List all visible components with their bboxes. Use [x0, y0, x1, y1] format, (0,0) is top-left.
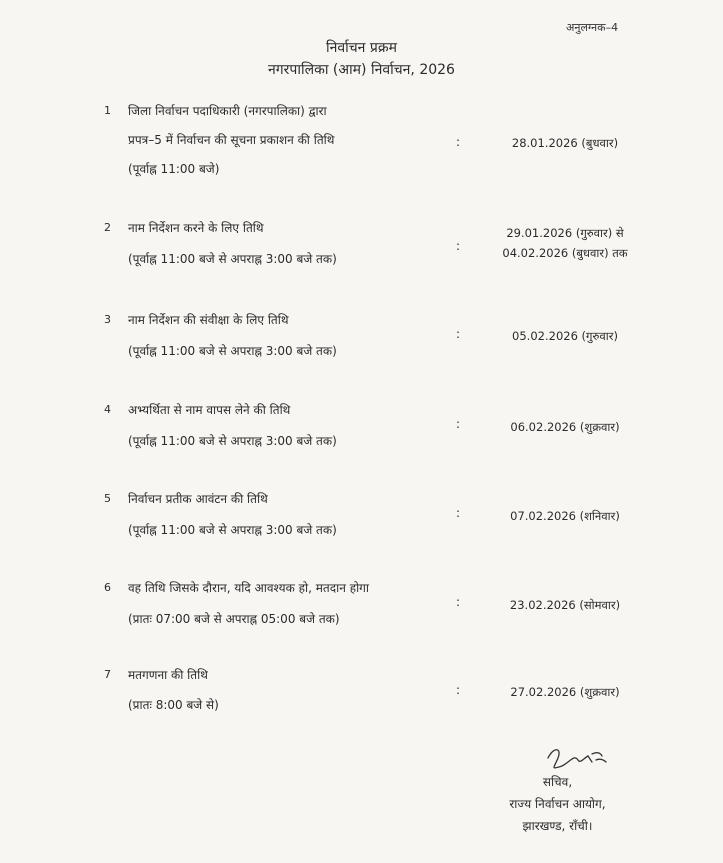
row-colon: :: [456, 417, 461, 431]
row-date-line: 04.02.2026 (बुधवार) तक: [502, 246, 628, 260]
row-text-line: नाम निर्देशन की संवीक्षा के लिए तिथि: [128, 313, 289, 327]
row-number: 3: [104, 313, 111, 326]
row-text-line: अभ्यर्थिता से नाम वापस लेने की तिथि: [128, 403, 291, 417]
row-number: 7: [104, 668, 111, 681]
row-text-line: निर्वाचन प्रतीक आवंटन की तिथि: [128, 492, 268, 506]
title-line-1: निर्वाचन प्रक्रम: [325, 40, 397, 56]
row-date: [490, 595, 640, 615]
row-text-line: प्रपत्र–5 में निर्वाचन की सूचना प्रकाशन की तिथि: [128, 133, 335, 147]
row-date: [490, 133, 640, 153]
row-text-line: मतगणना की तिथि: [128, 668, 208, 682]
row-colon: :: [456, 239, 461, 253]
row-number: 1: [104, 104, 111, 117]
row-text-line: (प्रातः 07:00 बजे से अपराह्न 05:00 बजे तक): [128, 612, 340, 626]
row-text-line: वह तिथि जिसके दौरान, यदि आवश्यक हो, मतदान होगा: [128, 581, 370, 595]
row-text-line: (पूर्वाह्न 11:00 बजे से अपराह्न 3:00 बजे तक): [128, 344, 337, 358]
row-text-line: (पूर्वाह्न 11:00 बजे से अपराह्न 3:00 बजे तक): [128, 252, 337, 266]
signature-place: झारखण्ड, राँची।: [522, 819, 593, 833]
signature-office: राज्य निर्वाचन आयोग,: [509, 797, 606, 811]
row-text-line: (पूर्वाह्न 11:00 बजे से अपराह्न 3:00 बजे तक): [128, 523, 337, 537]
row-text-line: (प्रातः 8:00 बजे से): [128, 698, 219, 712]
row-date-line: 07.02.2026 (शनिवार): [510, 509, 620, 523]
row-date-line: 28.01.2026 (बुधवार): [511, 136, 619, 150]
annexure-label: अनुलग्नक–4: [566, 21, 619, 34]
row-date-line: 06.02.2026 (शुक्रवार): [510, 420, 620, 434]
row-text-line: (पूर्वाह्न 11:00 बजे से अपराह्न 3:00 बजे तक): [128, 434, 337, 448]
row-date-line: 27.02.2026 (शुक्रवार): [510, 685, 620, 699]
row-date: [490, 682, 640, 702]
row-text-line: जिला निर्वाचन पदाधिकारी (नगरपालिका) द्वारा: [128, 104, 327, 118]
title-line-2: नगरपालिका (आम) निर्वाचन, 2026: [268, 62, 455, 78]
row-date: [490, 506, 640, 526]
row-number: 5: [104, 492, 111, 505]
row-number: 6: [104, 581, 111, 594]
row-colon: :: [456, 595, 461, 609]
row-colon: :: [456, 506, 461, 520]
row-date: [490, 223, 640, 263]
row-text-line: नाम निर्देशन करने के लिए तिथि: [128, 221, 264, 235]
row-date-line: 29.01.2026 (गुरुवार) से: [506, 226, 624, 240]
row-number: 4: [104, 403, 111, 416]
row-text-line: (पूर्वाह्न 11:00 बजे): [128, 162, 220, 176]
signature-designation: सचिव,: [542, 775, 573, 789]
row-number: 2: [104, 221, 111, 234]
row-colon: :: [456, 327, 461, 341]
row-colon: :: [456, 683, 461, 697]
row-date: [490, 326, 640, 346]
row-colon: :: [456, 135, 461, 149]
row-date-line: 23.02.2026 (सोमवार): [509, 598, 621, 612]
row-date-line: 05.02.2026 (गुरुवार): [512, 329, 618, 343]
row-date: [490, 417, 640, 437]
